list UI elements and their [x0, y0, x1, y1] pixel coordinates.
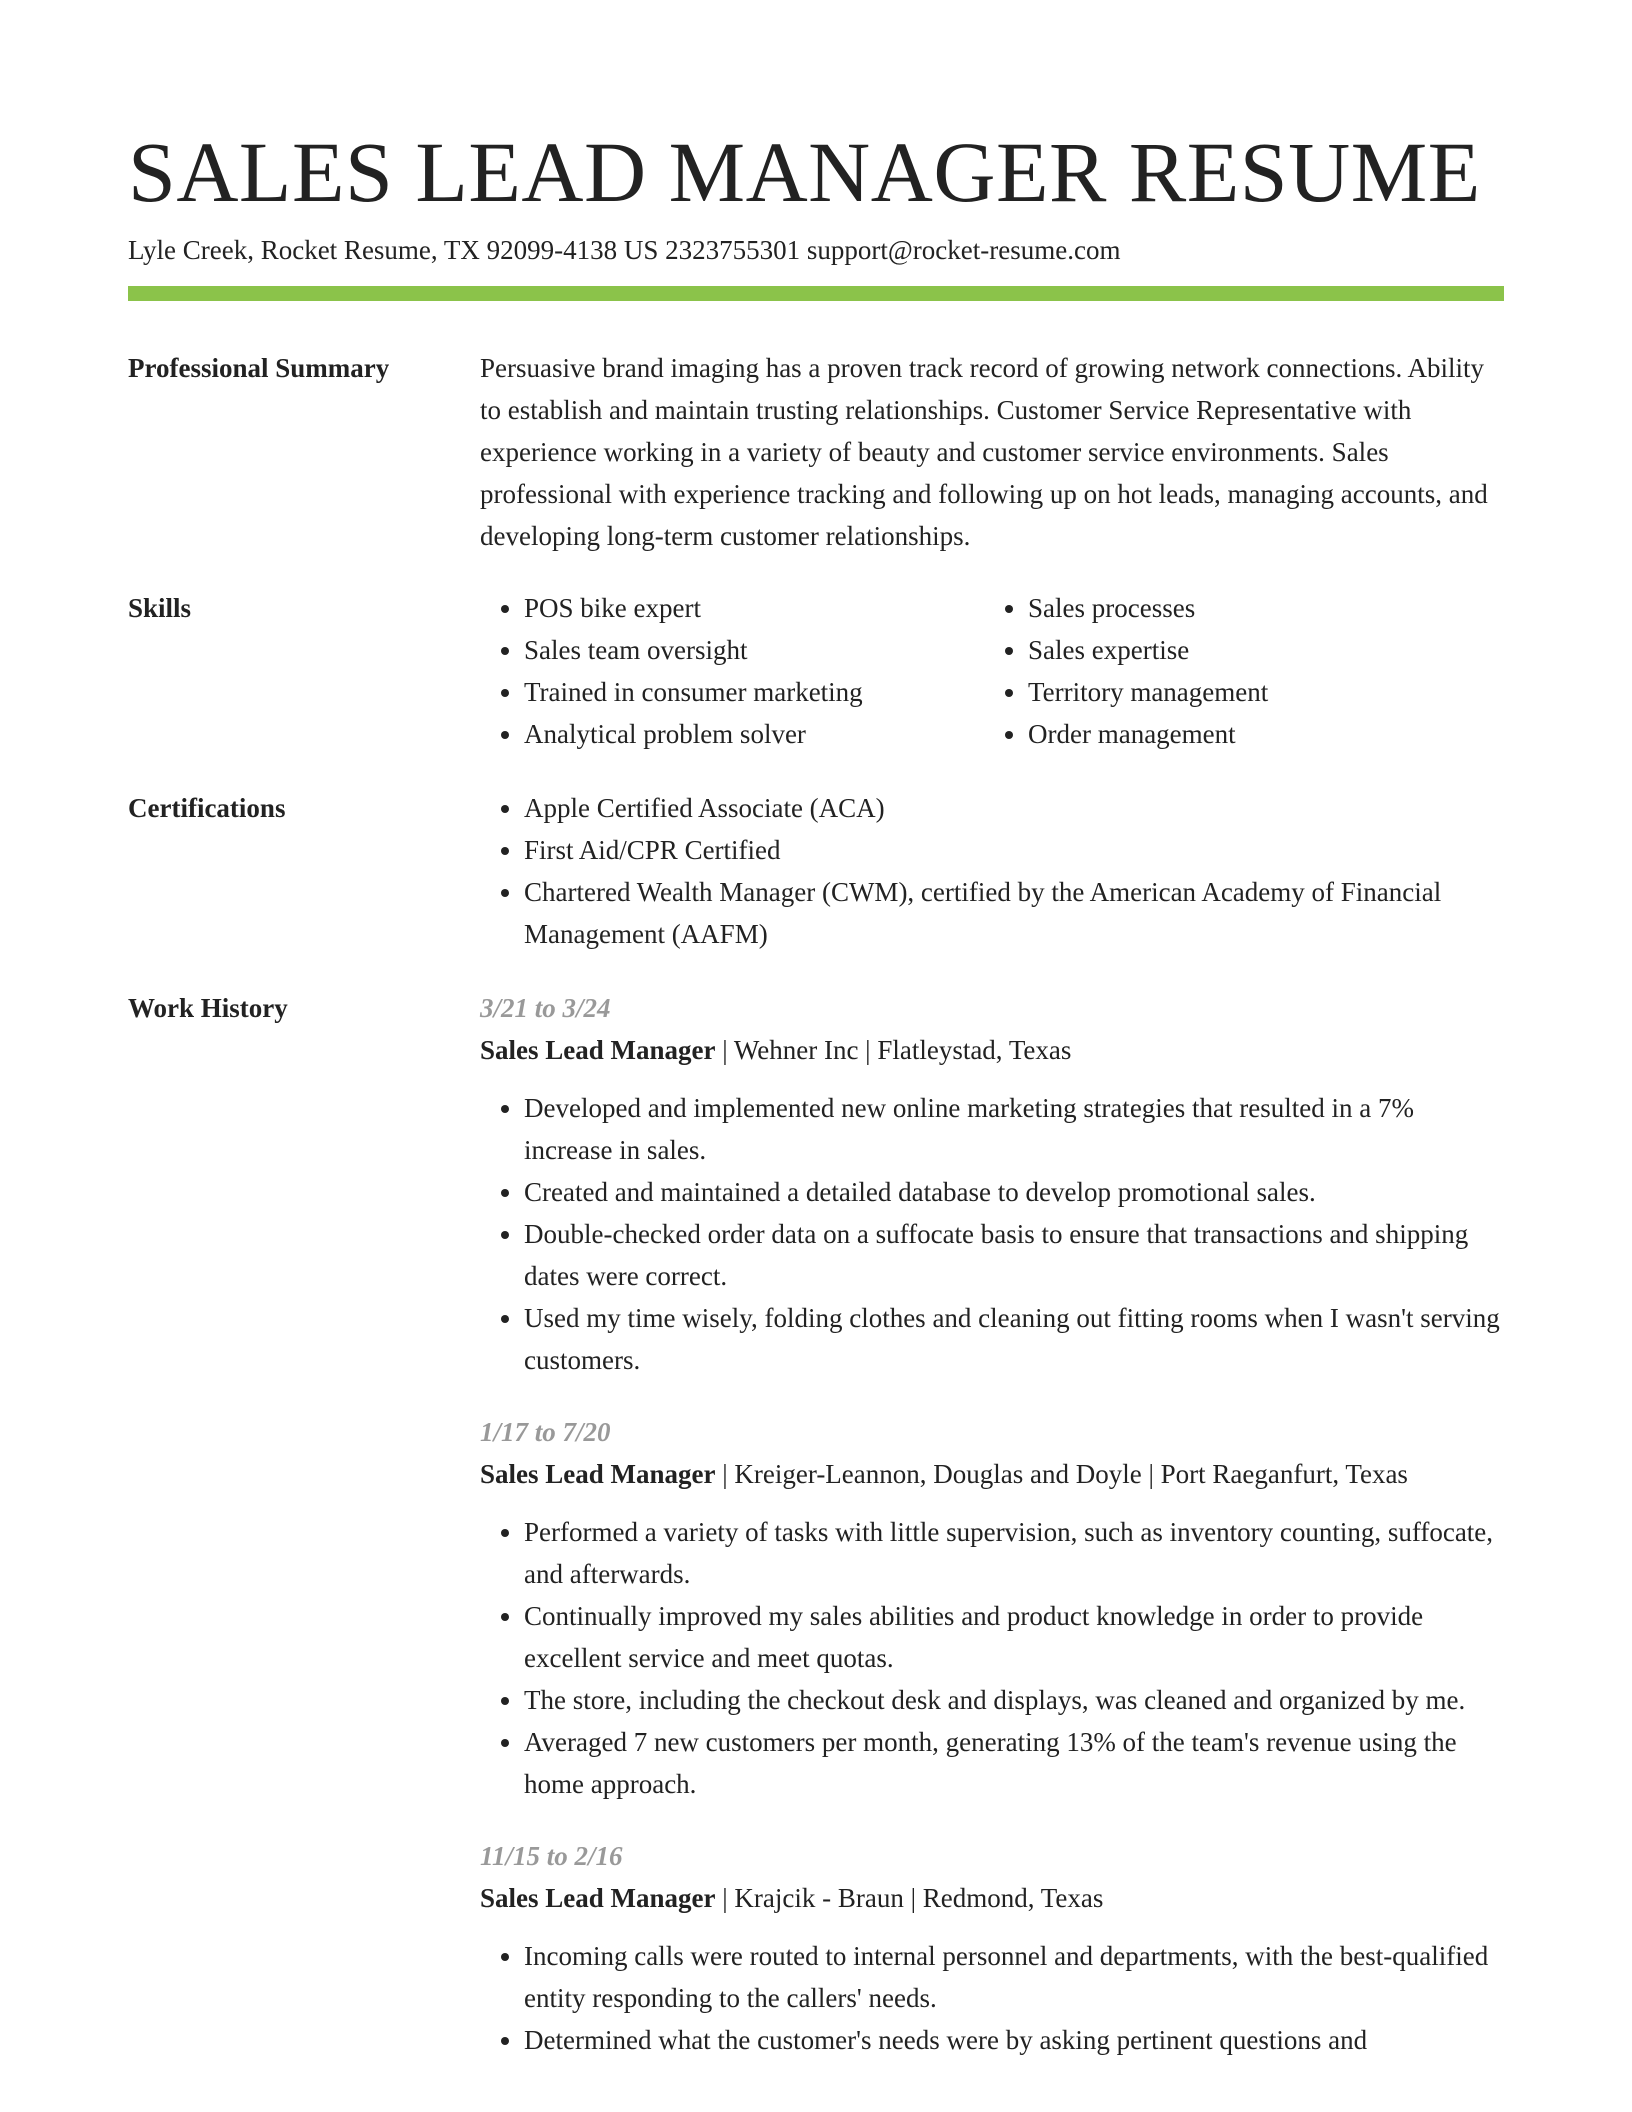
skill-item: • Sales processes — [1028, 587, 1488, 629]
job-duties-list — [480, 1087, 1504, 1381]
job-entry — [480, 987, 1504, 1381]
skill-item: • POS bike expert — [524, 587, 984, 629]
work-history-heading: Work History — [128, 993, 288, 1023]
contact-line: Lyle Creek, Rocket Resume, TX 92099-4138 US 2323755301 support@rocket-resume.com — [128, 235, 1121, 265]
skills-column-right — [984, 587, 1488, 755]
certifications-list — [480, 787, 1504, 955]
job-duty: • The store, including the checkout desk and displays, was cleaned and organized by me. — [524, 1679, 1504, 1721]
job-details: | Wehner Inc | Flatleystad, Texas — [715, 1035, 1072, 1065]
summary-text: Persuasive brand imaging has a proven track record of growing network connections. Ability to establish and maintain trusting relationships. Customer Service Representative with experience working in a variety of beauty and customer service environments. Sales professional with experience tracking and following up on hot leads, managing accounts, and developing long-term customer relationships. — [480, 353, 1488, 551]
job-dates: 3/21 to 3/24 — [480, 993, 611, 1023]
job-duty: • Incoming calls were routed to internal personnel and departments, with the best-qualified entity responding to the callers' needs. — [524, 1935, 1504, 2019]
job-duty: • Double-checked order data on a suffocate basis to ensure that transactions and shipping dates were correct. — [524, 1213, 1504, 1297]
skills-list-left — [480, 587, 984, 755]
work-history-body — [480, 987, 1504, 2091]
skill-item: • Territory management — [1028, 671, 1488, 713]
job-duty: • Averaged 7 new customers per month, generating 13% of the team's revenue using the home approach. — [524, 1721, 1504, 1805]
certifications-heading: Certifications — [128, 793, 286, 823]
job-details: | Krajcik - Braun | Redmond, Texas — [715, 1883, 1104, 1913]
job-details: | Kreiger-Leannon, Douglas and Doyle | Port Raeganfurt, Texas — [715, 1459, 1408, 1489]
job-duties-list — [480, 1935, 1504, 2061]
skills-body — [480, 587, 1504, 755]
job-role: Sales Lead Manager — [480, 1035, 716, 1065]
summary-body — [480, 347, 1504, 557]
summary-heading: Professional Summary — [128, 353, 390, 383]
skills-list-right — [984, 587, 1488, 755]
skill-item: • Sales team oversight — [524, 629, 984, 671]
skill-item: • Analytical problem solver — [524, 713, 984, 755]
certification-item: • Chartered Wealth Manager (CWM), certified by the American Academy of Financial Management (AAFM) — [524, 871, 1504, 955]
job-duty: • Created and maintained a detailed database to develop promotional sales. — [524, 1171, 1504, 1213]
resume-title: SALES LEAD MANAGER RESUME — [128, 124, 1481, 220]
job-dates: 1/17 to 7/20 — [480, 1417, 611, 1447]
job-duty: • Performed a variety of tasks with little supervision, such as inventory counting, suffocate, and afterwards. — [524, 1511, 1504, 1595]
skill-item: • Order management — [1028, 713, 1488, 755]
job-dates: 11/15 to 2/16 — [480, 1841, 623, 1871]
job-duty: • Determined what the customer's needs were by asking pertinent questions and — [524, 2019, 1504, 2061]
job-duty: • Used my time wisely, folding clothes and cleaning out fitting rooms when I wasn't serving customers. — [524, 1297, 1504, 1381]
job-entry — [480, 1835, 1504, 2061]
job-duties-list — [480, 1511, 1504, 1805]
job-title-line — [480, 1877, 1504, 1919]
accent-divider — [128, 286, 1504, 301]
skill-item: • Sales expertise — [1028, 629, 1488, 671]
certifications-body — [480, 787, 1504, 955]
certification-item: • Apple Certified Associate (ACA) — [524, 787, 1504, 829]
job-role: Sales Lead Manager — [480, 1883, 716, 1913]
skill-item: • Trained in consumer marketing — [524, 671, 984, 713]
job-duty: • Continually improved my sales abilities and product knowledge in order to provide excellent service and meet quotas. — [524, 1595, 1504, 1679]
skills-heading: Skills — [128, 593, 192, 623]
job-entry — [480, 1411, 1504, 1805]
skills-column-left — [480, 587, 984, 755]
job-role: Sales Lead Manager — [480, 1459, 716, 1489]
job-title-line — [480, 1453, 1504, 1495]
job-duty: • Developed and implemented new online marketing strategies that resulted in a 7% increase in sales. — [524, 1087, 1504, 1171]
job-title-line — [480, 1029, 1504, 1071]
certification-item: • First Aid/CPR Certified — [524, 829, 1504, 871]
